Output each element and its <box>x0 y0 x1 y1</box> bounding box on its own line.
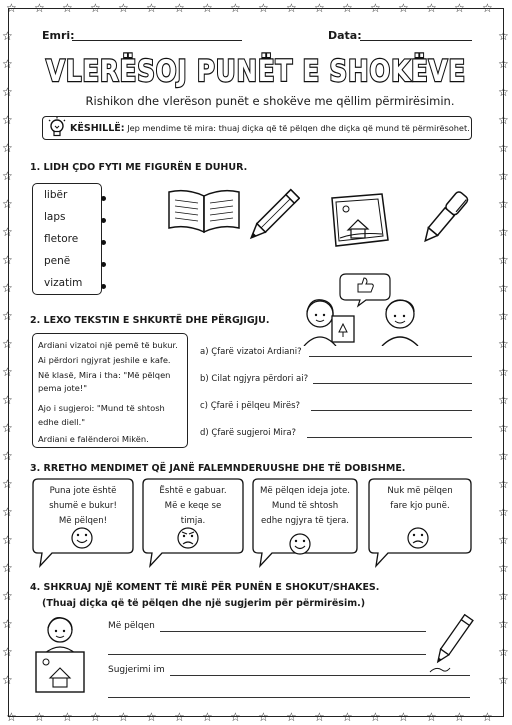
star-icon: ☆ <box>426 710 437 724</box>
star-icon: ☆ <box>498 393 509 407</box>
star-icon: ☆ <box>174 1 185 15</box>
page-title-text: VLERËSOJ PUNËT E SHOKËVE <box>46 54 466 88</box>
star-icon: ☆ <box>2 57 13 71</box>
tip-label: KËSHILLË: <box>70 123 125 134</box>
star-icon: ☆ <box>498 169 509 183</box>
book-illustration[interactable] <box>165 186 243 236</box>
star-icon: ☆ <box>90 1 101 15</box>
section4-title: 4. SHKRUAJ NJË KOMENT TË MIRË PËR PUNËN E SHOKUT/SHAKES. <box>30 582 380 593</box>
bubble-line: Më pëlqen! <box>58 516 108 526</box>
star-icon: ☆ <box>2 309 13 323</box>
suggest-line-2[interactable] <box>108 697 470 698</box>
star-icon: ☆ <box>6 710 17 724</box>
section1-title: 1. LIDH ÇDO FYTI ME FIGURËN E DUHUR. <box>30 162 248 173</box>
star-icon: ☆ <box>498 589 509 603</box>
star-icon: ☆ <box>498 365 509 379</box>
like-line[interactable] <box>160 631 426 632</box>
question-d: d) Çfarë sugjeroi Mira? <box>200 428 297 438</box>
star-icon: ☆ <box>498 85 509 99</box>
bubble-text <box>33 484 133 529</box>
star-icon: ☆ <box>498 113 509 127</box>
name-label: Emri: <box>42 29 75 42</box>
star-icon: ☆ <box>2 225 13 239</box>
pen-illustration[interactable] <box>416 188 472 252</box>
star-icon: ☆ <box>498 673 509 687</box>
answer-line-b[interactable] <box>313 383 472 384</box>
star-icon: ☆ <box>370 710 381 724</box>
bubble-text <box>255 484 355 529</box>
star-icon: ☆ <box>2 505 13 519</box>
star-icon: ☆ <box>2 113 13 127</box>
bubble-line: Më e keqe se <box>164 501 222 511</box>
story-line: Ardiani vizatoi një pemë të bukur. <box>38 340 178 350</box>
star-icon: ☆ <box>498 505 509 519</box>
star-icon: ☆ <box>2 673 13 687</box>
like-line-2[interactable] <box>108 654 426 655</box>
tip-text <box>70 123 470 134</box>
word-item: fletore <box>44 233 79 245</box>
section4-subtitle: (Thuaj diçka që të pëlqen dhe një sugjerim për përmirësim.) <box>42 598 366 609</box>
word-item: libër <box>44 189 68 201</box>
star-icon: ☆ <box>2 617 13 631</box>
bubble-line: fare kjo punë. <box>390 501 450 511</box>
star-icon: ☆ <box>2 281 13 295</box>
bubble-line: Është e gabuar. <box>159 486 227 496</box>
star-icon: ☆ <box>258 1 269 15</box>
star-icon: ☆ <box>2 421 13 435</box>
drawing-illustration[interactable] <box>326 192 392 248</box>
star-icon: ☆ <box>398 1 409 15</box>
star-icon: ☆ <box>258 710 269 724</box>
star-icon: ☆ <box>118 1 129 15</box>
star-icon: ☆ <box>498 533 509 547</box>
match-dot[interactable] <box>101 284 106 289</box>
star-icon: ☆ <box>498 645 509 659</box>
star-icon: ☆ <box>498 225 509 239</box>
suggest-line[interactable] <box>170 675 470 676</box>
star-icon: ☆ <box>2 365 13 379</box>
story-line: pema jote!" <box>38 383 88 393</box>
star-icon: ☆ <box>426 1 437 15</box>
star-icon: ☆ <box>498 197 509 211</box>
story-line: Ardiani e falënderoi Mikën. <box>38 434 149 444</box>
lightbulb-icon <box>47 116 67 140</box>
bubble-line: shumë e bukur! <box>49 501 117 511</box>
star-icon: ☆ <box>2 589 13 603</box>
match-dot[interactable] <box>101 240 106 245</box>
question-b: b) Cilat ngjyra përdori ai? <box>200 374 309 384</box>
match-dot[interactable] <box>101 196 106 201</box>
star-icon: ☆ <box>2 29 13 43</box>
children-illustration <box>296 270 444 346</box>
date-label: Data: <box>328 29 362 42</box>
story-line: Në klasë, Mira i tha: "Më pëlqen <box>38 370 171 380</box>
story-line: Ai përdori ngjyrat jeshile e kafe. <box>38 355 171 365</box>
star-icon: ☆ <box>2 197 13 211</box>
star-icon: ☆ <box>34 710 45 724</box>
star-icon: ☆ <box>90 710 101 724</box>
star-icon: ☆ <box>286 1 297 15</box>
star-icon: ☆ <box>286 710 297 724</box>
star-icon: ☆ <box>34 1 45 15</box>
question-a: a) Çfarë vizatoi Ardiani? <box>200 347 302 357</box>
pencil-illustration[interactable] <box>242 188 300 248</box>
bubble-line: edhe ngjyra të tjera. <box>260 516 350 526</box>
star-icon: ☆ <box>62 1 73 15</box>
star-icon: ☆ <box>2 337 13 351</box>
star-icon: ☆ <box>498 253 509 267</box>
smile-face-icon <box>290 534 310 554</box>
star-icon: ☆ <box>146 1 157 15</box>
angry-face-icon <box>178 528 198 548</box>
star-icon: ☆ <box>342 1 353 15</box>
star-icon: ☆ <box>370 1 381 15</box>
bubble-line: Puna jote është <box>49 486 117 496</box>
star-icon: ☆ <box>482 1 493 15</box>
date-field[interactable] <box>360 40 472 41</box>
star-icon: ☆ <box>2 533 13 547</box>
star-icon: ☆ <box>2 85 13 99</box>
answer-line-c[interactable] <box>311 410 472 411</box>
star-icon: ☆ <box>498 421 509 435</box>
star-icon: ☆ <box>314 1 325 15</box>
star-icon: ☆ <box>398 710 409 724</box>
star-icon: ☆ <box>498 337 509 351</box>
star-icon: ☆ <box>174 710 185 724</box>
star-icon: ☆ <box>2 561 13 575</box>
star-icon: ☆ <box>2 645 13 659</box>
page-subtitle: Rishikon dhe vlerëson punët e shokëve me qëllim përmirësimin. <box>85 94 455 108</box>
bubble-line: Mund të shtosh <box>271 501 339 511</box>
suggest-label: Sugjerimi im <box>108 665 165 675</box>
child-with-drawing-illustration <box>30 614 90 698</box>
word-item: laps <box>44 211 66 223</box>
star-icon: ☆ <box>498 309 509 323</box>
bubble-text <box>143 484 243 529</box>
word-item: penë <box>44 255 71 267</box>
sad-face-icon <box>408 528 428 548</box>
star-icon: ☆ <box>202 1 213 15</box>
star-icon: ☆ <box>498 477 509 491</box>
star-icon: ☆ <box>498 29 509 43</box>
story-line: Ajo i sugjeroi: "Mund të shtosh <box>38 403 165 413</box>
bubble-text <box>370 484 470 514</box>
match-dot[interactable] <box>101 262 106 267</box>
star-icon: ☆ <box>498 141 509 155</box>
answer-line-a[interactable] <box>309 356 472 357</box>
name-field[interactable] <box>72 40 242 41</box>
bubble-line: Më pëlqen ideja jote. <box>259 486 351 496</box>
star-icon: ☆ <box>2 253 13 267</box>
star-icon: ☆ <box>498 449 509 463</box>
section2-title: 2. LEXO TEKSTIN E SHKURTË DHE PËRGJIGJU. <box>30 315 270 326</box>
star-icon: ☆ <box>2 141 13 155</box>
page-title <box>38 52 474 90</box>
star-icon: ☆ <box>498 617 509 631</box>
smile-face-icon <box>72 528 92 548</box>
bubble-line: timja. <box>180 516 206 526</box>
star-icon: ☆ <box>230 1 241 15</box>
star-icon: ☆ <box>62 710 73 724</box>
word-item: vizatim <box>44 277 83 289</box>
star-icon: ☆ <box>230 710 241 724</box>
story-line: edhe diell." <box>38 417 86 427</box>
section3-title: 3. RRETHO MENDIMET QË JANË FALEMNDERUUSHE DHE TË DOBISHME. <box>30 463 406 474</box>
star-icon: ☆ <box>202 710 213 724</box>
tip-body: Jep mendime të mira: thuaj diçka që të pëlqen dhe diçka që mund të përmirësohet. <box>127 123 470 133</box>
pencil-icon <box>428 612 474 674</box>
star-icon: ☆ <box>314 710 325 724</box>
star-icon: ☆ <box>342 710 353 724</box>
star-icon: ☆ <box>498 57 509 71</box>
star-icon: ☆ <box>2 169 13 183</box>
star-icon: ☆ <box>2 477 13 491</box>
star-icon: ☆ <box>6 1 17 15</box>
star-icon: ☆ <box>2 393 13 407</box>
question-c: c) Çfarë i pëlqeu Mirës? <box>200 401 301 411</box>
like-label: Më pëlqen <box>108 621 155 631</box>
star-icon: ☆ <box>454 1 465 15</box>
bubble-line: Nuk më pëlqen <box>387 486 453 496</box>
star-icon: ☆ <box>2 449 13 463</box>
match-dot[interactable] <box>101 218 106 223</box>
star-icon: ☆ <box>118 710 129 724</box>
star-icon: ☆ <box>498 561 509 575</box>
star-icon: ☆ <box>146 710 157 724</box>
answer-line-d[interactable] <box>307 437 472 438</box>
star-icon: ☆ <box>498 281 509 295</box>
star-icon: ☆ <box>482 710 493 724</box>
star-icon: ☆ <box>454 710 465 724</box>
